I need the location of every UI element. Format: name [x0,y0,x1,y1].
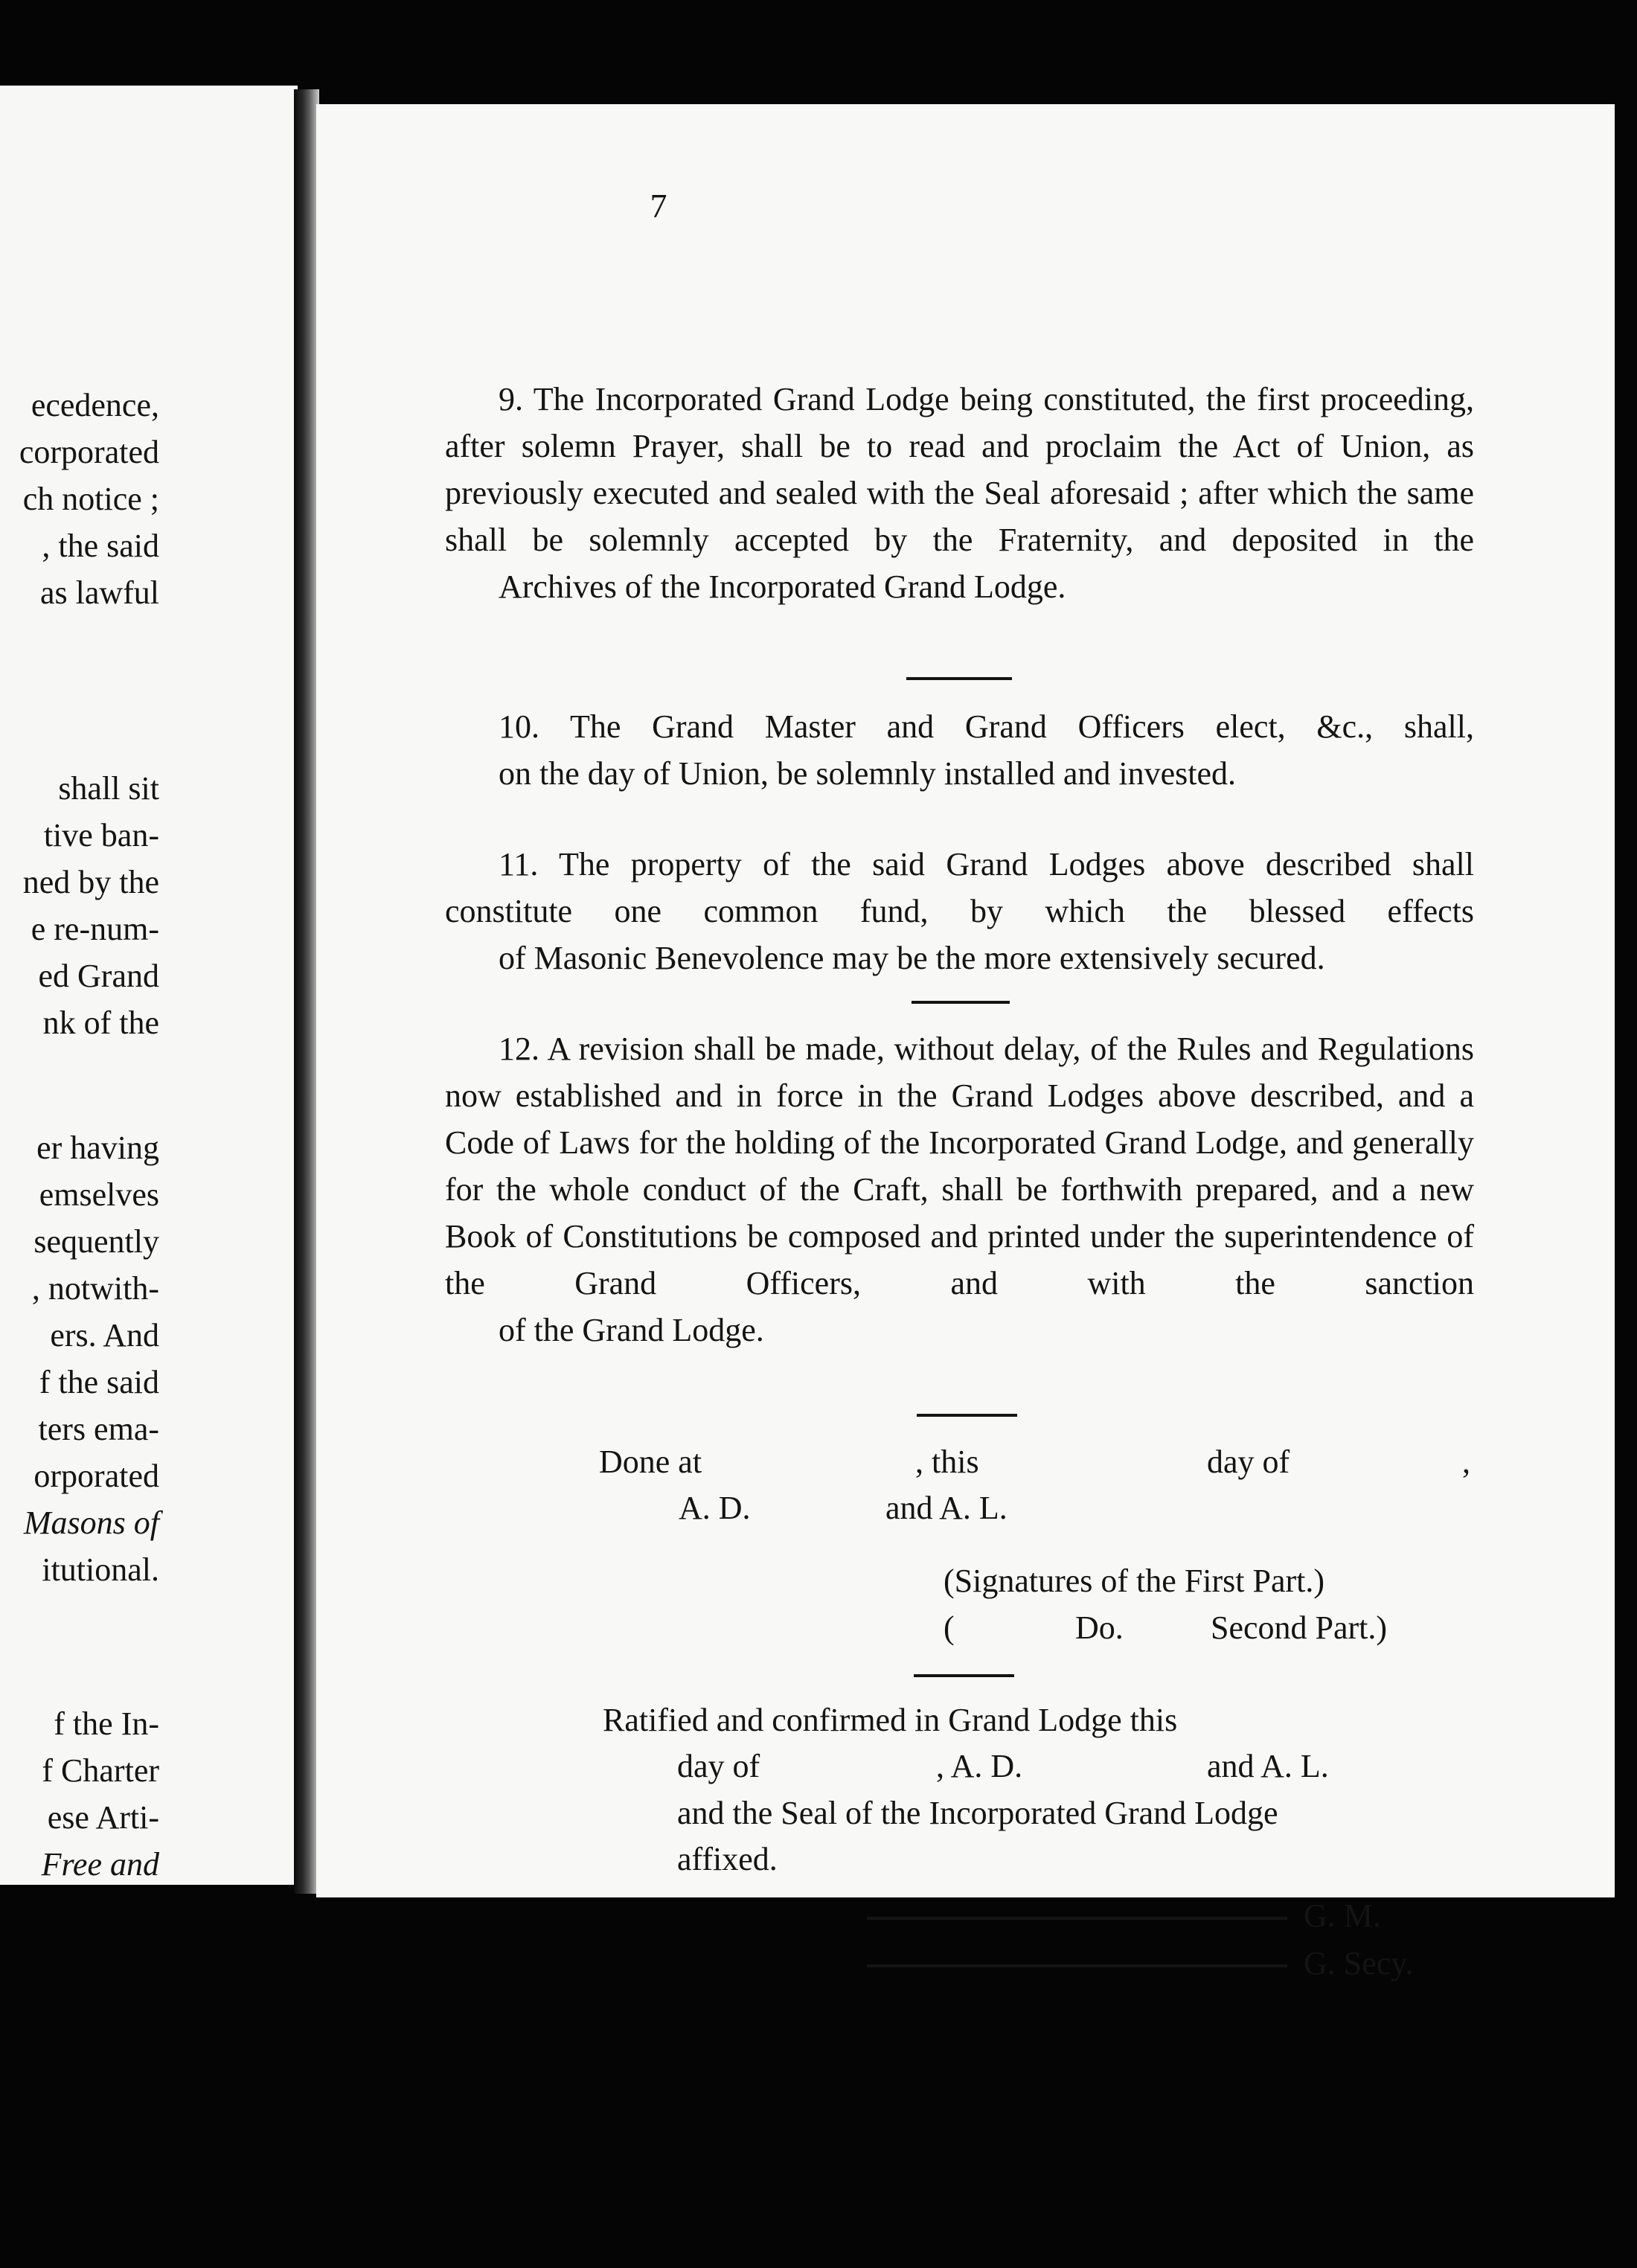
left-page-line: f Charter [42,1752,159,1789]
signatures-ditto: Do. [1075,1609,1124,1646]
section-rule [914,1674,1014,1677]
left-page-line: orporated [33,1458,159,1494]
left-page-line: f the said [39,1364,159,1400]
left-page-line: corporated [19,434,159,470]
left-page-line: emselves [39,1176,159,1213]
article-number: 10. [499,708,539,745]
grand-master-label: G. M. [1304,1897,1381,1934]
day-of-label: day of [1207,1444,1290,1480]
book-gutter [294,89,319,1894]
signatures-second-part: Second Part.) [1211,1609,1388,1646]
left-page-line: shall sit [58,770,159,807]
article-body: A revision shall be made, without delay, of the Rules and Regulations now established and in force in the Grand Lodges above described, and a Code of Laws for the holding of the Incorporated Grand Lodge, and generally for the whole conduct of the Craft, shall be forthwith prepared, and a new Book of Constitutions be composed and printed under the superintendence of the Grand Officers, and with the sanction [445,1031,1474,1301]
left-page-line: itutional. [42,1551,159,1588]
left-page-line: ese Arti- [47,1799,159,1836]
left-page-line: as lawful [39,574,159,611]
article-last-line: on the day of Union, be solemnly installed and invested. [499,755,1237,792]
signatures-first-part: (Signatures of the First Part.) [944,1563,1325,1599]
ratified-line-3: and the Seal of the Incorporated Grand Lodge [677,1795,1278,1831]
signatures-open-paren: ( [944,1609,955,1646]
left-page-line: f the In- [54,1705,159,1742]
ratified-line-1: Ratified and confirmed in Grand Lodge this [603,1702,1178,1738]
left-page-line: tive ban- [43,817,159,853]
ratified-line-4: affixed. [677,1841,778,1877]
left-page-line: ecedence, [31,387,159,423]
article-9 [445,376,1474,610]
left-page-line: nk of the [42,1005,159,1041]
article-11 [445,841,1474,981]
section-rule [917,1414,1017,1417]
article-last-line: Archives of the Incorporated Grand Lodge. [499,568,1066,605]
left-facing-page [0,86,298,1885]
article-number: 9. [499,381,523,417]
article-10 [445,703,1474,797]
article-number: 11. [499,846,539,882]
section-rule [912,1001,1010,1004]
comma-mark: , [1462,1444,1470,1480]
left-page-line: , the said [42,528,159,564]
article-last-line: of Masonic Benevolence may be the more extensively secured. [499,940,1325,976]
article-last-line: of the Grand Lodge. [499,1312,764,1348]
article-body: The Grand Master and Grand Officers elect, &c., shall, [569,708,1474,745]
ratified-day-of: day of [677,1748,760,1784]
section-rule [906,677,1012,680]
left-page-line: e re-num- [31,911,159,947]
grand-master-signature-line [867,1917,1287,1920]
ratified-anno-lucis: and A. L. [1207,1748,1329,1784]
article-body: The property of the said Grand Lodges above described shall constitute one common fund, by which the blessed effects [445,846,1474,929]
article-number: 12. [499,1031,539,1067]
this-label: , this [915,1444,979,1480]
left-page-line: Masons of [23,1505,159,1541]
left-page-line: ch notice ; [22,481,159,517]
left-page-line: ers. And [50,1317,159,1354]
left-page-line: Free and [41,1846,159,1883]
left-page-line: ned by the [22,864,159,900]
page-number: 7 [650,187,667,225]
grand-secretary-signature-line [867,1964,1287,1967]
article-body: The Incorporated Grand Lodge being constituted, the first proceeding, after solemn Prayer, shall be to read and proclaim the Act of Union, as previously executed and sealed with the Seal aforesaid ; after which the same shall be solemnly accepted by the Fraternity, and deposited in the [445,381,1474,558]
left-page-line: ters ema- [38,1411,159,1447]
left-page-line: sequently [33,1223,159,1260]
done-at-label: Done at [599,1444,702,1480]
left-page-line: er having [36,1130,159,1166]
left-page-line: ed Grand [38,958,159,994]
anno-lucis-label: and A. L. [885,1490,1007,1526]
article-12 [445,1025,1474,1354]
grand-secretary-label: G. Secy. [1304,1945,1414,1982]
anno-domini-label: A. D. [679,1490,751,1526]
ratified-anno-domini: , A. D. [936,1748,1023,1784]
left-page-line: , notwith- [31,1270,159,1307]
